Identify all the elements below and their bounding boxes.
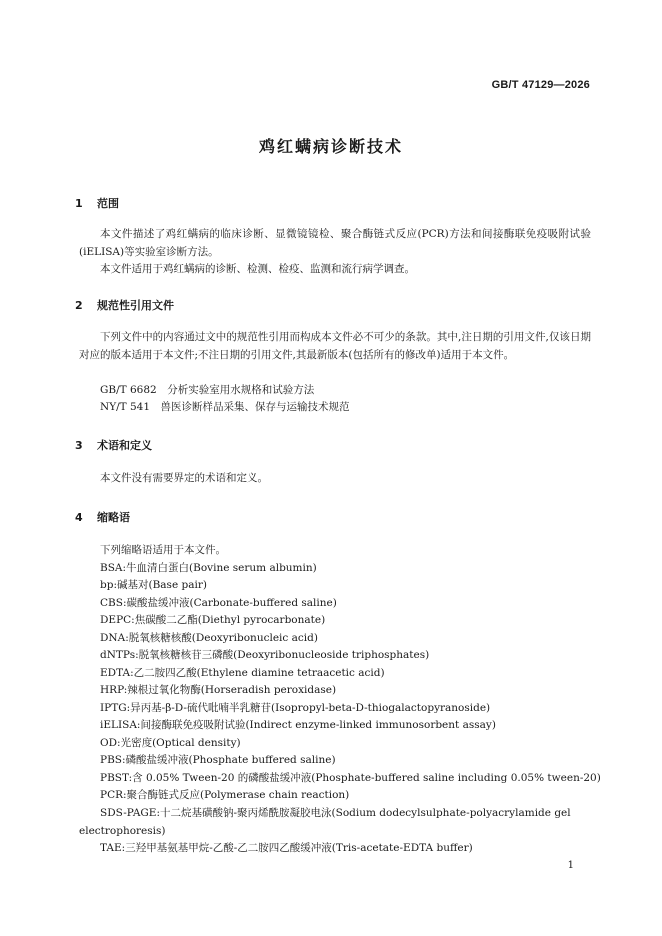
abbr-item: PBST:含 0.05% Tween-20 的磷酸盐缓冲液(Phosphate-buffered saline including 0.05% tween-20)	[100, 772, 601, 784]
scope-paragraph-2: 本文件适用于鸡红螨病的诊断、检测、检疫、监测和流行病学调查。	[100, 263, 415, 275]
terms-paragraph: 本文件没有需要界定的术语和定义。	[100, 472, 268, 484]
section-1-heading	[75, 195, 119, 211]
abbr-item: bp:碱基对(Base pair)	[100, 579, 207, 591]
abbr-item: IPTG:异丙基-β-D-硫代吡喃半乳糖苷(Isopropyl-beta-D-thiogalactopyranoside)	[100, 702, 491, 714]
normative-ref-nyt541: NY/T 541 兽医诊断样品采集、保存与运输技术规范	[100, 401, 350, 413]
scope-paragraph-1: 本文件描述了鸡红螨病的临床诊断、显微镜镜检、聚合酶链式反应(PCR)方法和间接酶联免疫吸附试验(iELISA)等实验室诊断方法。	[79, 228, 591, 258]
abbr-item: CBS:碳酸盐缓冲液(Carbonate-buffered saline)	[100, 597, 337, 609]
section-number: 1	[75, 197, 83, 210]
abbr-item: BSA:牛血清白蛋白(Bovine serum albumin)	[100, 562, 317, 574]
abbr-item: TAE:三羟甲基氨基甲烷-乙酸-乙二胺四乙酸缓冲液(Tris-acetate-EDTA buffer)	[100, 842, 473, 854]
abbr-intro: 下列缩略语适用于本文件。	[100, 544, 226, 556]
section-title: 缩略语	[97, 511, 130, 524]
section-2-heading	[75, 297, 174, 313]
section-title: 术语和定义	[97, 439, 152, 452]
section-3-heading	[75, 437, 152, 453]
document-title: 鸡红螨病诊断技术	[258, 137, 403, 156]
normative-paragraph: 下列文件中的内容通过文中的规范性引用而构成本文件必不可少的条款。其中,注日期的引用文件,仅该日期对应的版本适用于本文件;不注日期的引用文件,其最新版本(包括所有的修改单)适用于本文件。	[79, 331, 591, 361]
normative-ref-gbt6682: GB/T 6682 分析实验室用水规格和试验方法	[100, 384, 315, 396]
page-number: 1	[567, 860, 574, 871]
abbr-item-wrapped: SDS-PAGE:十二烷基磺酸钠-聚丙烯酰胺凝胶电泳(Sodium dodecylsulphate-polyacrylamide gel electrophoresis)	[79, 807, 571, 837]
abbr-item: HRP:辣根过氧化物酶(Horseradish peroxidase)	[100, 684, 337, 696]
abbr-item: PBS:磷酸盐缓冲液(Phosphate buffered saline)	[100, 754, 336, 766]
abbr-item: OD:光密度(Optical density)	[100, 737, 241, 749]
abbr-item: dNTPs:脱氧核糖核苷三磷酸(Deoxyribonucleoside triphosphates)	[100, 649, 430, 661]
section-4-heading	[75, 509, 130, 525]
abbr-item: DNA:脱氧核糖核酸(Deoxyribonucleic acid)	[100, 632, 318, 644]
section-number: 4	[75, 511, 83, 524]
section-title: 规范性引用文件	[97, 299, 174, 312]
section-title: 范围	[97, 197, 119, 210]
abbr-item: PCR:聚合酶链式反应(Polymerase chain reaction)	[100, 789, 350, 801]
abbr-item: EDTA:乙二胺四乙酸(Ethylene diamine tetraacetic acid)	[100, 667, 385, 679]
standard-code: GB/T 47129—2026	[491, 79, 590, 91]
section-number: 3	[75, 439, 83, 452]
section-number: 2	[75, 299, 83, 312]
abbr-item: iELISA:间接酶联免疫吸附试验(Indirect enzyme-linked immunosorbent assay)	[100, 719, 496, 731]
abbr-item: DEPC:焦碳酸二乙酯(Diethyl pyrocarbonate)	[100, 614, 326, 626]
